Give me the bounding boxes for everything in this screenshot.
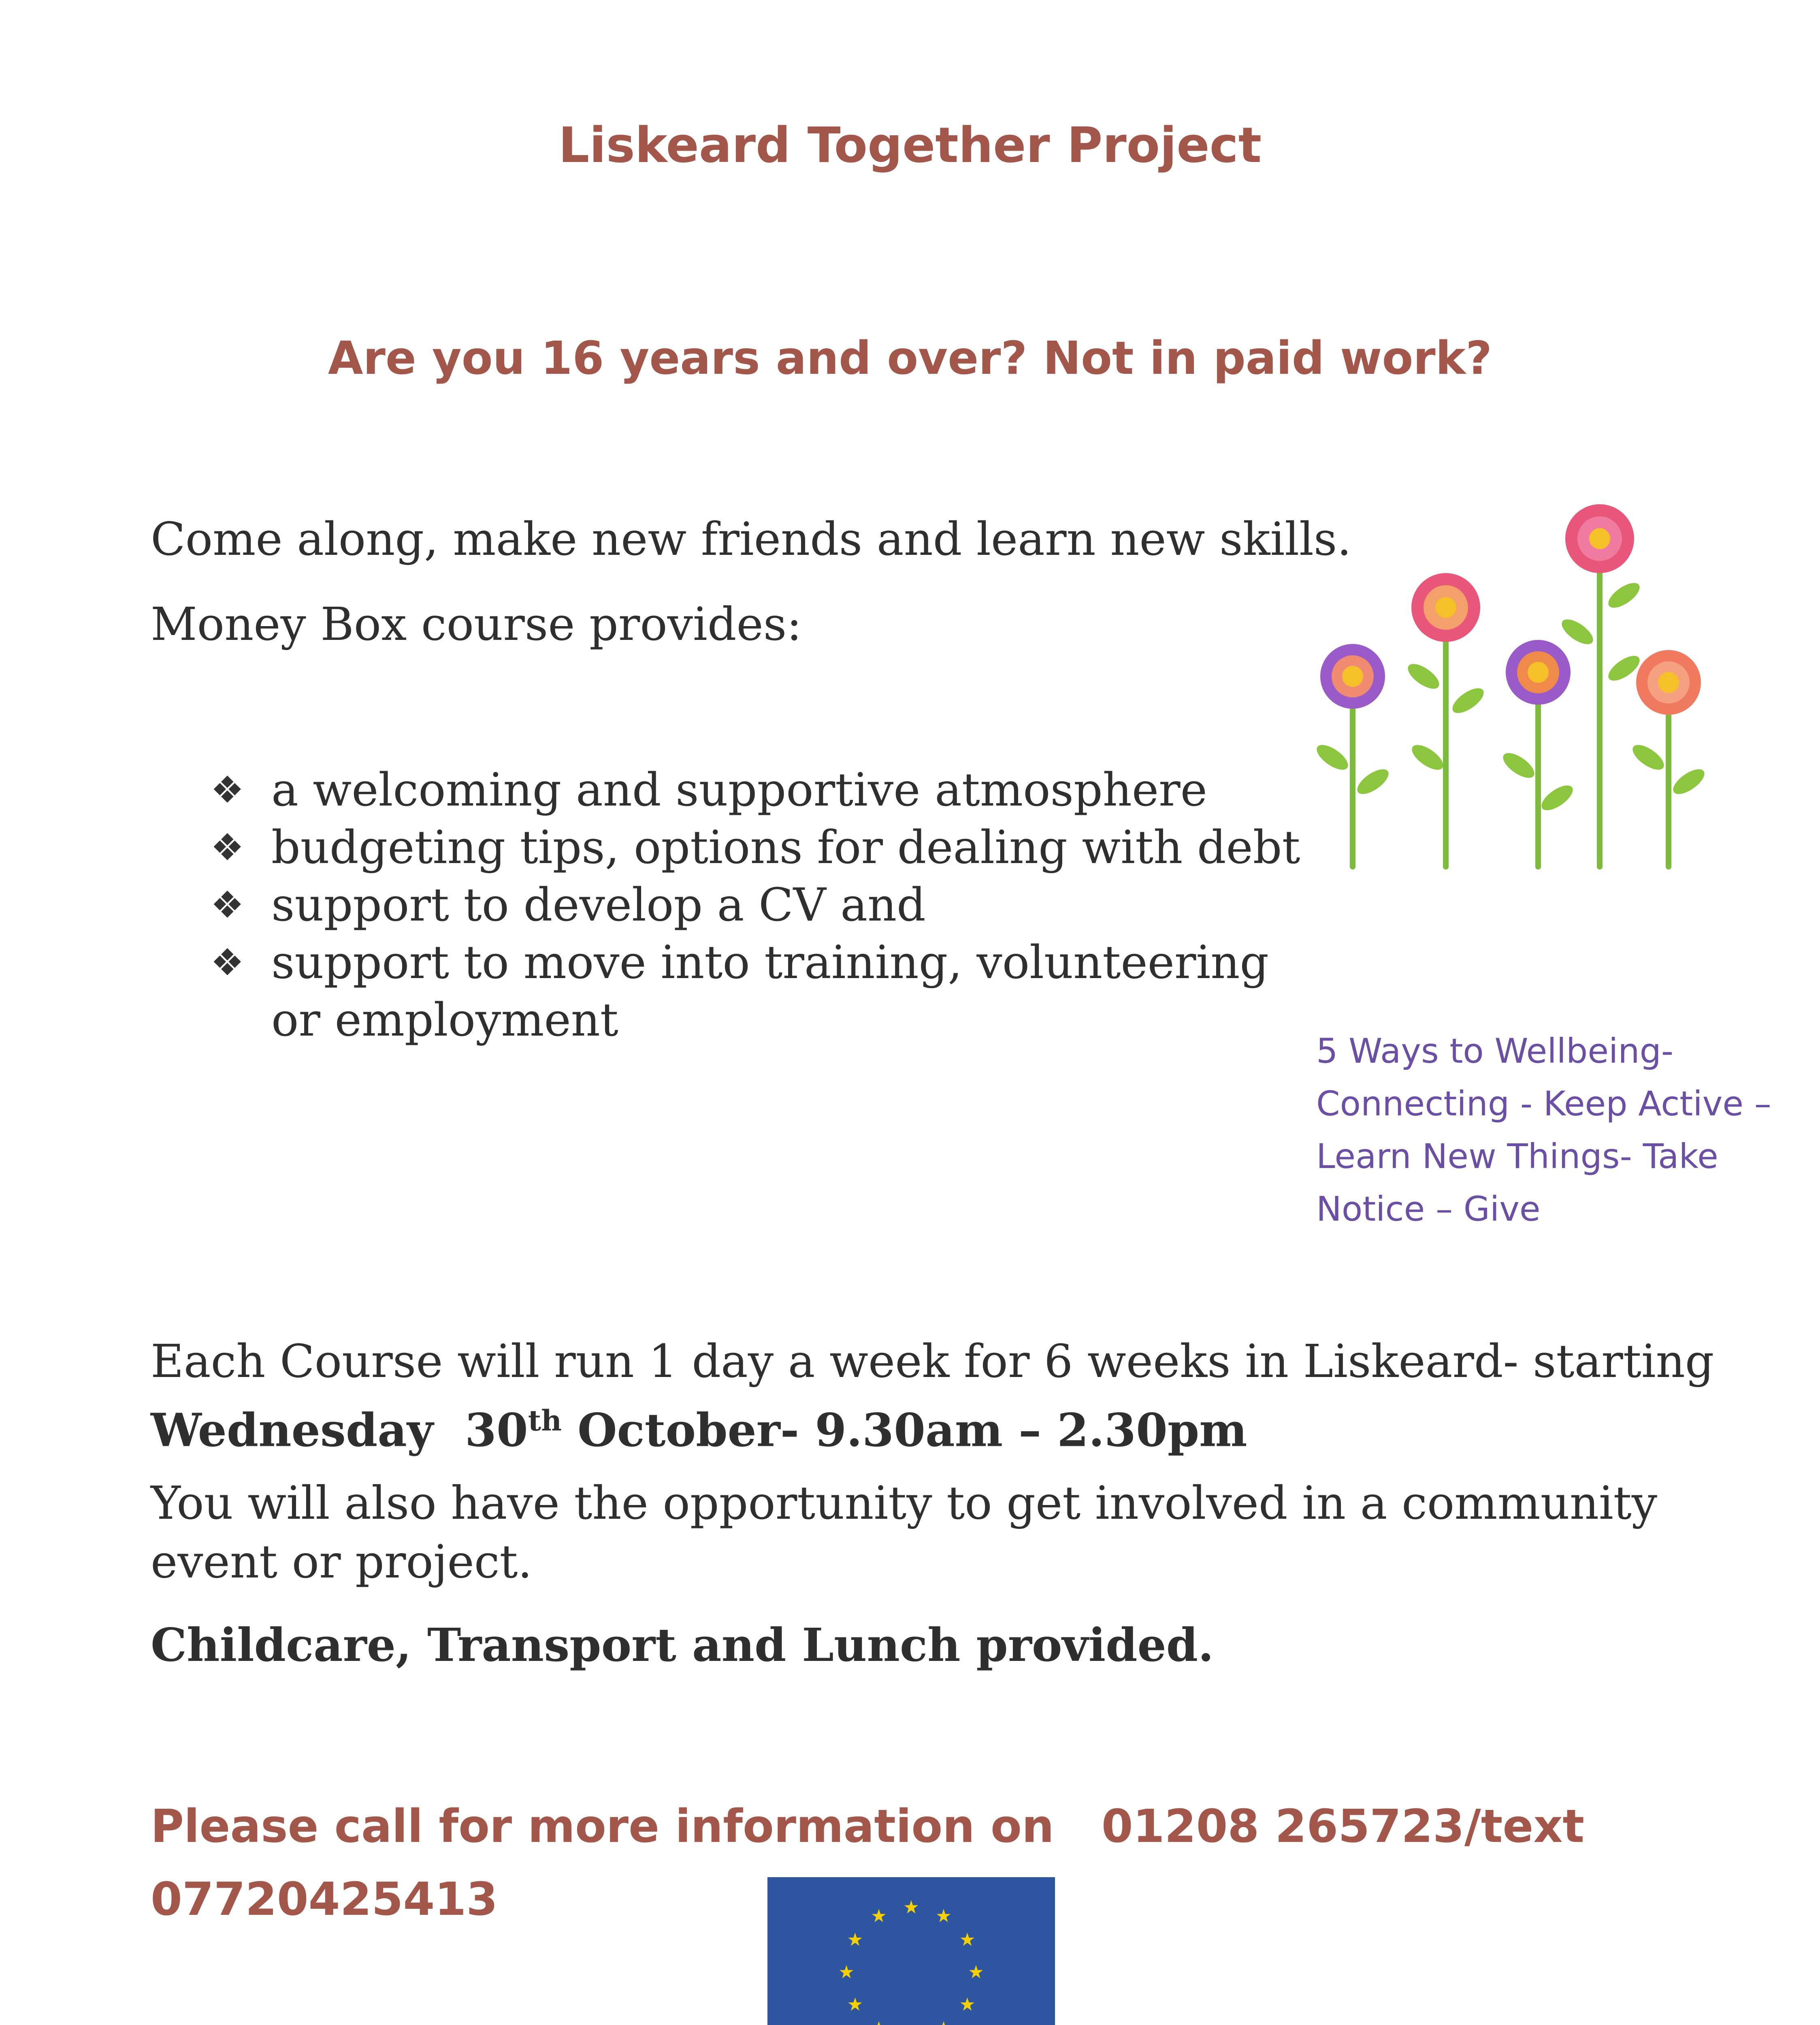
contact-label: Please call for more information on xyxy=(151,1800,1054,1853)
course-date: Wednesday 30th October- 9.30am – 2.30pm xyxy=(151,1404,1247,1457)
eu-star-icon xyxy=(904,1900,918,1914)
eu-star-icon xyxy=(848,1933,862,1946)
eu-star-icon xyxy=(872,2021,886,2025)
bullet-icon: ❖ xyxy=(211,768,244,812)
eu-star-icon xyxy=(960,1997,974,2011)
page-subtitle: Are you 16 years and over? Not in paid work? xyxy=(328,332,1492,385)
bullet-icon: ❖ xyxy=(211,826,244,869)
mobile-number: 07720425413 xyxy=(151,1873,498,1926)
list-item: ❖ a welcoming and supportive atmosphere xyxy=(211,761,1304,819)
phone-number: 01208 265723/text xyxy=(1101,1800,1585,1853)
eu-flag-logo xyxy=(767,1877,1055,2025)
wellbeing-note: 5 Ways to Wellbeing- Connecting - Keep Active – Learn New Things- Take Notice – Give xyxy=(1316,1031,1771,1229)
benefits-list xyxy=(211,761,1304,1049)
course-schedule: Each Course will run 1 day a week for 6 weeks in Liskeard- starting xyxy=(151,1335,1714,1388)
bullet-icon: ❖ xyxy=(211,883,244,927)
eu-stars-icon xyxy=(767,1877,1055,2025)
eu-star-icon xyxy=(960,1933,974,1946)
course-info xyxy=(151,1332,1730,1460)
list-item: ❖ support to develop a CV and xyxy=(211,876,1304,934)
eu-star-icon xyxy=(937,1909,950,1922)
eu-star-icon xyxy=(848,1997,862,2011)
list-item: ❖ budgeting tips, options for dealing with debt xyxy=(211,819,1304,876)
intro-text: Come along, make new friends and learn new skills. xyxy=(151,513,1351,566)
eu-star-icon xyxy=(872,1909,886,1922)
page-title: Liskeard Together Project xyxy=(558,117,1262,174)
eu-star-icon xyxy=(840,1965,853,1978)
bullet-icon: ❖ xyxy=(211,941,244,984)
flowers-illustration xyxy=(1288,498,1733,871)
provided-text: Childcare, Transport and Lunch provided. xyxy=(151,1619,1214,1672)
list-item: ❖ support to move into training, volunteering or employment xyxy=(211,934,1304,1049)
eu-star-icon xyxy=(969,1965,983,1978)
eu-star-icon xyxy=(937,2021,950,2025)
provides-text: Money Box course provides: xyxy=(151,598,802,651)
opportunity-text: You will also have the opportunity to get involved in a community event or project. xyxy=(151,1477,1658,1588)
